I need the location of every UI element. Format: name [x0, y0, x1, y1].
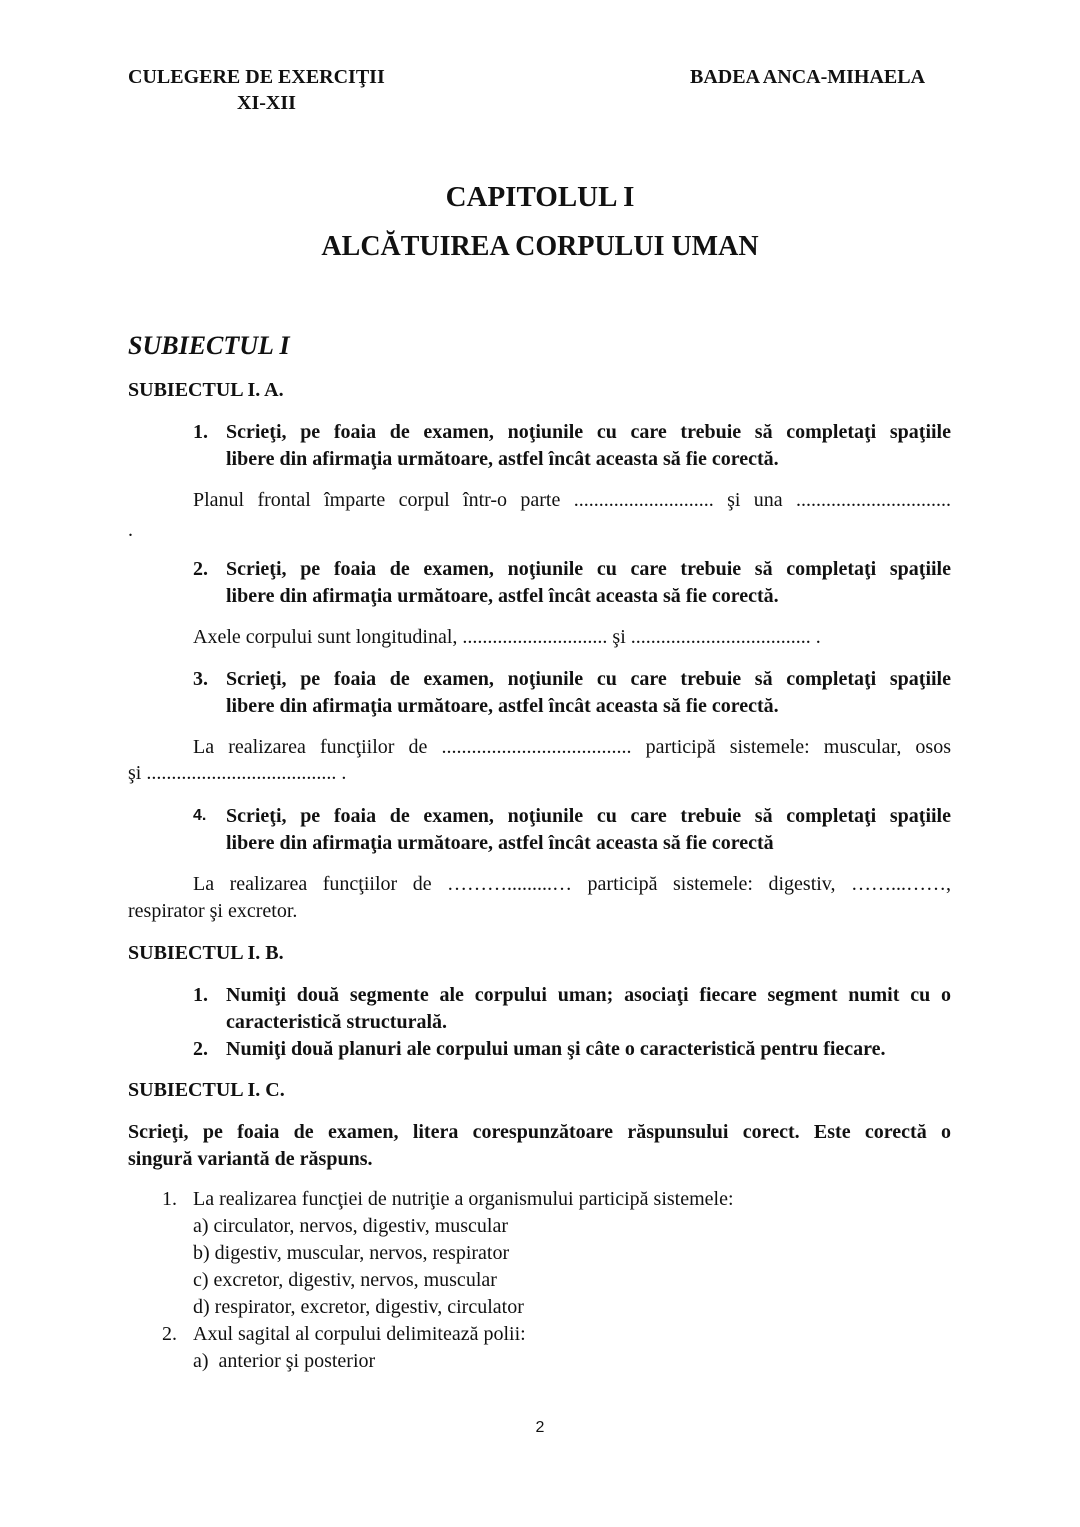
question-text: La realizarea funcţiei de nutriţie a organismului participă sistemele:	[193, 1188, 734, 1210]
item-number: 3.	[193, 668, 208, 690]
question-line: libere din afirmaţia următoare, astfel încât aceasta să fie corectă.	[226, 448, 779, 470]
page-number: 2	[535, 1419, 545, 1436]
item-number: 2.	[162, 1323, 177, 1345]
item-number: 2.	[193, 1038, 208, 1060]
question-text: Axul sagital al corpului delimitează polii:	[193, 1323, 526, 1345]
question-line: Numiţi două planuri ale corpului uman şi câte o caracteristică pentru fiecare.	[226, 1038, 886, 1060]
answer-option: c) excretor, digestiv, nervos, muscular	[193, 1269, 497, 1291]
subject-heading: SUBIECTUL I	[128, 331, 290, 360]
question-line: libere din afirmaţia următoare, astfel încât aceasta să fie corectă.	[226, 695, 779, 717]
answer-option: b) digestiv, muscular, nervos, respirator	[193, 1242, 510, 1264]
section-c-instructions: singură variantă de răspuns.	[128, 1148, 373, 1170]
section-a-title: SUBIECTUL I. A.	[128, 379, 284, 401]
answer-option: a) anterior şi posterior	[193, 1350, 376, 1372]
header-author: BADEA ANCA-MIHAELA	[690, 66, 926, 88]
question-line: Scrieţi, pe foaia de examen, noţiunile cu care trebuie să completaţi spaţiile	[226, 805, 951, 827]
item-number: 1.	[193, 984, 208, 1006]
item-number: 1.	[193, 421, 208, 443]
header-book-title: CULEGERE DE EXERCIŢII	[128, 66, 385, 88]
question-line: Scrieţi, pe foaia de examen, noţiunile cu care trebuie să completaţi spaţiile	[226, 421, 951, 443]
statement-line: Axele corpului sunt longitudinal, ............................. şi .................................... .	[193, 626, 821, 648]
question-line: Scrieţi, pe foaia de examen, noţiunile cu care trebuie să completaţi spaţiile	[226, 668, 951, 690]
question-line: Scrieţi, pe foaia de examen, noţiunile cu care trebuie să completaţi spaţiile	[226, 558, 951, 580]
chapter-title: ALCĂTUIREA CORPULUI UMAN	[321, 231, 759, 262]
item-number: 2.	[193, 558, 208, 580]
chapter-number: CAPITOLUL I	[445, 181, 635, 213]
header-grades: XI-XII	[237, 92, 296, 114]
item-number: 4.	[193, 807, 207, 824]
question-line: Numiţi două segmente ale corpului uman; asociaţi fiecare segment numit cu o	[226, 984, 951, 1006]
section-c-title: SUBIECTUL I. C.	[128, 1079, 285, 1101]
answer-option: a) circulator, nervos, digestiv, muscular	[193, 1215, 509, 1237]
question-line: libere din afirmaţia următoare, astfel încât aceasta să fie corectă	[226, 832, 774, 854]
statement-line: La realizarea funcţiilor de ……….........… participă sistemele: digestiv, ……...……,	[193, 873, 951, 895]
item-number: 1.	[162, 1188, 177, 1210]
section-c-instructions: Scrieţi, pe foaia de examen, litera corespunzătoare răspunsului corect. Este corectă o	[128, 1121, 951, 1143]
question-line: caracteristică structurală.	[226, 1011, 448, 1033]
section-b-title: SUBIECTUL I. B.	[128, 942, 284, 964]
question-line: libere din afirmaţia următoare, astfel încât aceasta să fie corectă.	[226, 585, 779, 607]
statement-line: .	[128, 519, 133, 541]
statement-line: şi ...................................... .	[128, 762, 347, 784]
answer-option: d) respirator, excretor, digestiv, circulator	[193, 1296, 524, 1318]
statement-line: La realizarea funcţiilor de ...................................... participă sistemele: muscular, osos	[193, 736, 951, 758]
statement-line: respirator şi excretor.	[128, 900, 298, 922]
statement-line: Planul frontal împarte corpul într-o parte ............................ şi una ...............................	[193, 489, 951, 511]
